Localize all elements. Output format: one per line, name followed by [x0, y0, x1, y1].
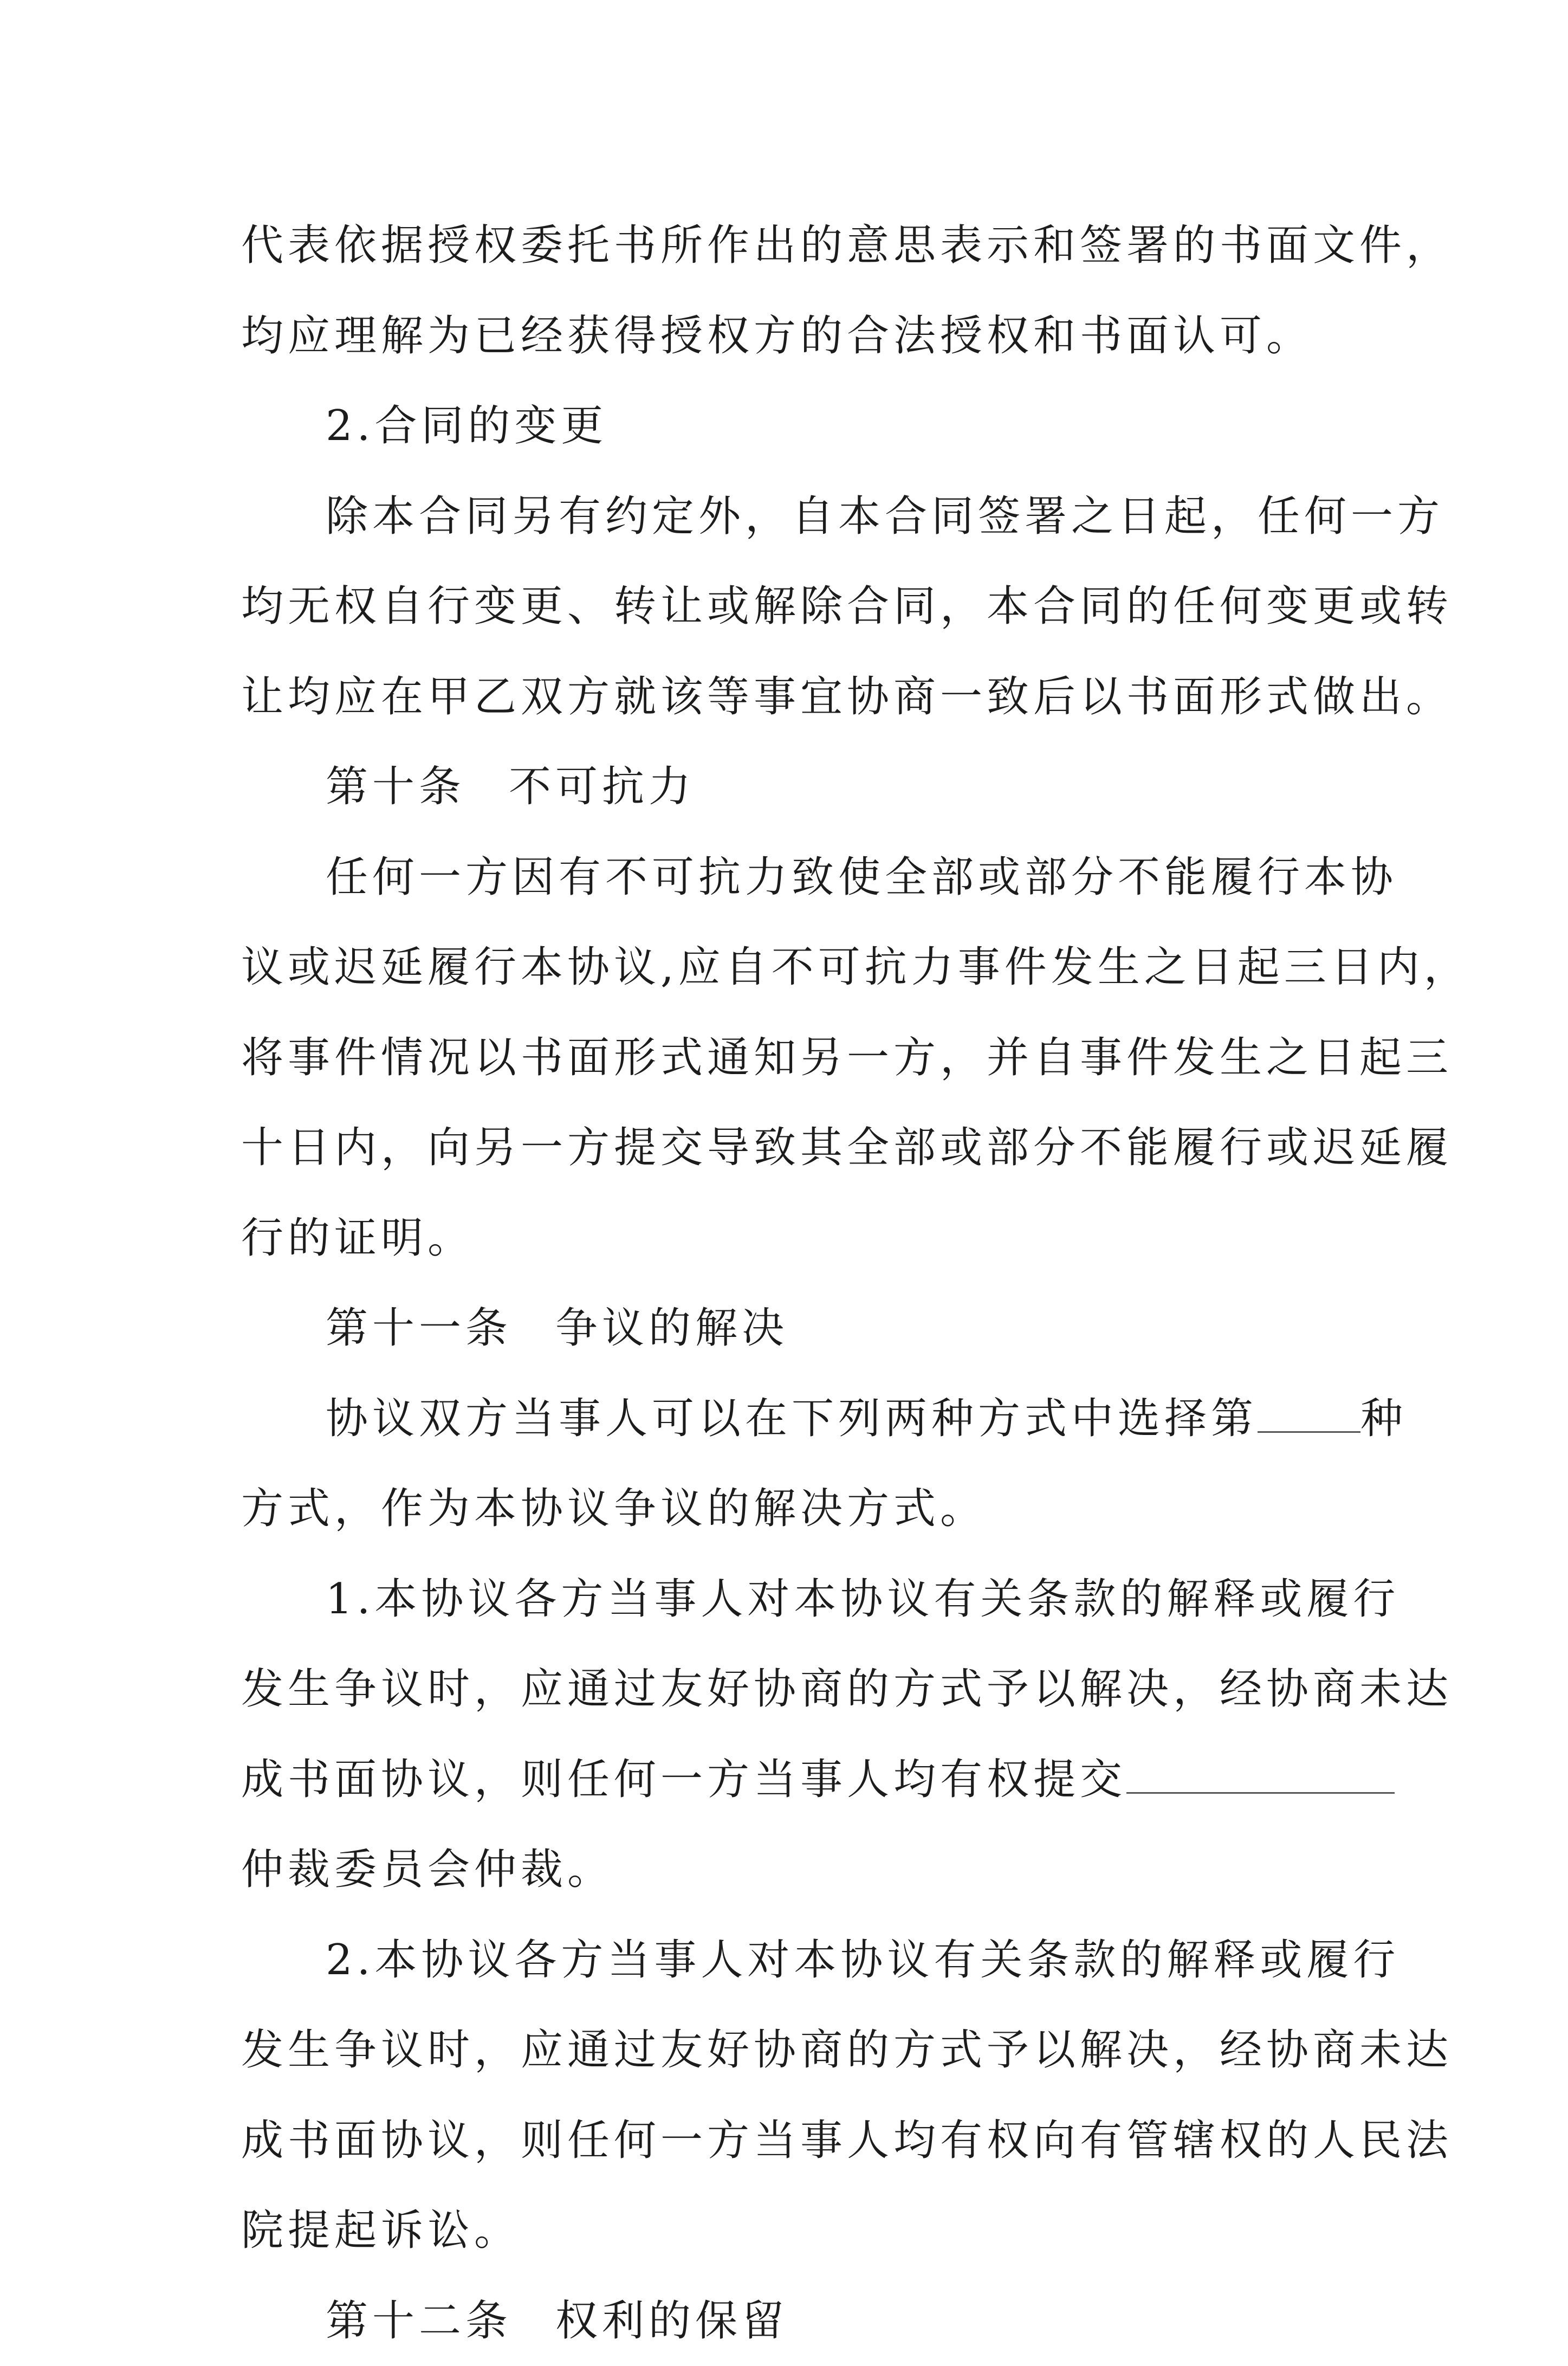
paragraph-line: 行的证明。 [241, 1193, 1341, 1284]
paragraph-line: 2.本协议各方当事人对本协议有关条款的解释或履行 [241, 1915, 1341, 2006]
paragraph-line: 发生争议时，应通过友好协商的方式予以解决，经协商未达 [241, 2005, 1341, 2096]
fill-in-blank[interactable] [1126, 1759, 1395, 1794]
paragraph-line: 成书面协议，则任何一方当事人均有权向有管辖权的人民法 [241, 2096, 1341, 2186]
paragraph-line: 仲裁委员会仲裁。 [241, 1825, 1341, 1915]
paragraph-text: 协议双方当事人可以在下列两种方式中选择第 [326, 1394, 1258, 1443]
paragraph-line: 任何一方因有不可抗力致使全部或部分不能履行本协 [241, 832, 1341, 923]
paragraph-line: 发生争议时，应通过友好协商的方式予以解决，经协商未达 [241, 1644, 1341, 1735]
paragraph-line [241, 1374, 1341, 1464]
article-heading [241, 2276, 1341, 2366]
paragraph-line: 代表依据授权委托书所作出的意思表示和签署的书面文件， [241, 201, 1341, 291]
paragraph-line: 均无权自行变更、转让或解除合同，本合同的任何变更或转 [241, 561, 1341, 652]
article-number: 第十一条 [326, 1304, 512, 1353]
paragraph-line: 院提起诉讼。 [241, 2186, 1341, 2276]
paragraph-line: 让均应在甲乙双方就该等事宜协商一致后以书面形式做出。 [241, 652, 1341, 742]
paragraph-line: 将事件情况以书面形式通知另一方，并自事件发生之日起三 [241, 1013, 1341, 1103]
paragraph-line [241, 1735, 1341, 1825]
paragraph-text: 成书面协议，则任何一方当事人均有权提交 [241, 1755, 1126, 1804]
paragraph-line: 议或迟延履行本协议,应自不可抗力事件发生之日起三日内， [241, 922, 1341, 1013]
document-body [241, 201, 1341, 2366]
paragraph-line: 均应理解为已经获得授权方的合法授权和书面认可。 [241, 291, 1341, 382]
paragraph-text: 种 [1360, 1394, 1407, 1443]
section-subheading: 2.合同的变更 [241, 381, 1341, 471]
article-number: 第十条 [326, 762, 465, 811]
fill-in-blank[interactable] [1258, 1398, 1360, 1433]
paragraph-line: 1.本协议各方当事人对本协议有关条款的解释或履行 [241, 1554, 1341, 1645]
article-heading [241, 1283, 1341, 1374]
article-heading [241, 742, 1341, 832]
article-number: 第十二条 [326, 2297, 512, 2345]
article-title: 不可抗力 [509, 762, 695, 811]
paragraph-line: 十日内，向另一方提交导致其全部或部分不能履行或迟延履 [241, 1103, 1341, 1193]
paragraph-line: 除本合同另有约定外，自本合同签署之日起，任何一方 [241, 471, 1341, 562]
paragraph-line: 方式，作为本协议争议的解决方式。 [241, 1464, 1341, 1554]
article-title: 争议的解决 [555, 1304, 788, 1353]
article-title: 权利的保留 [555, 2297, 788, 2345]
